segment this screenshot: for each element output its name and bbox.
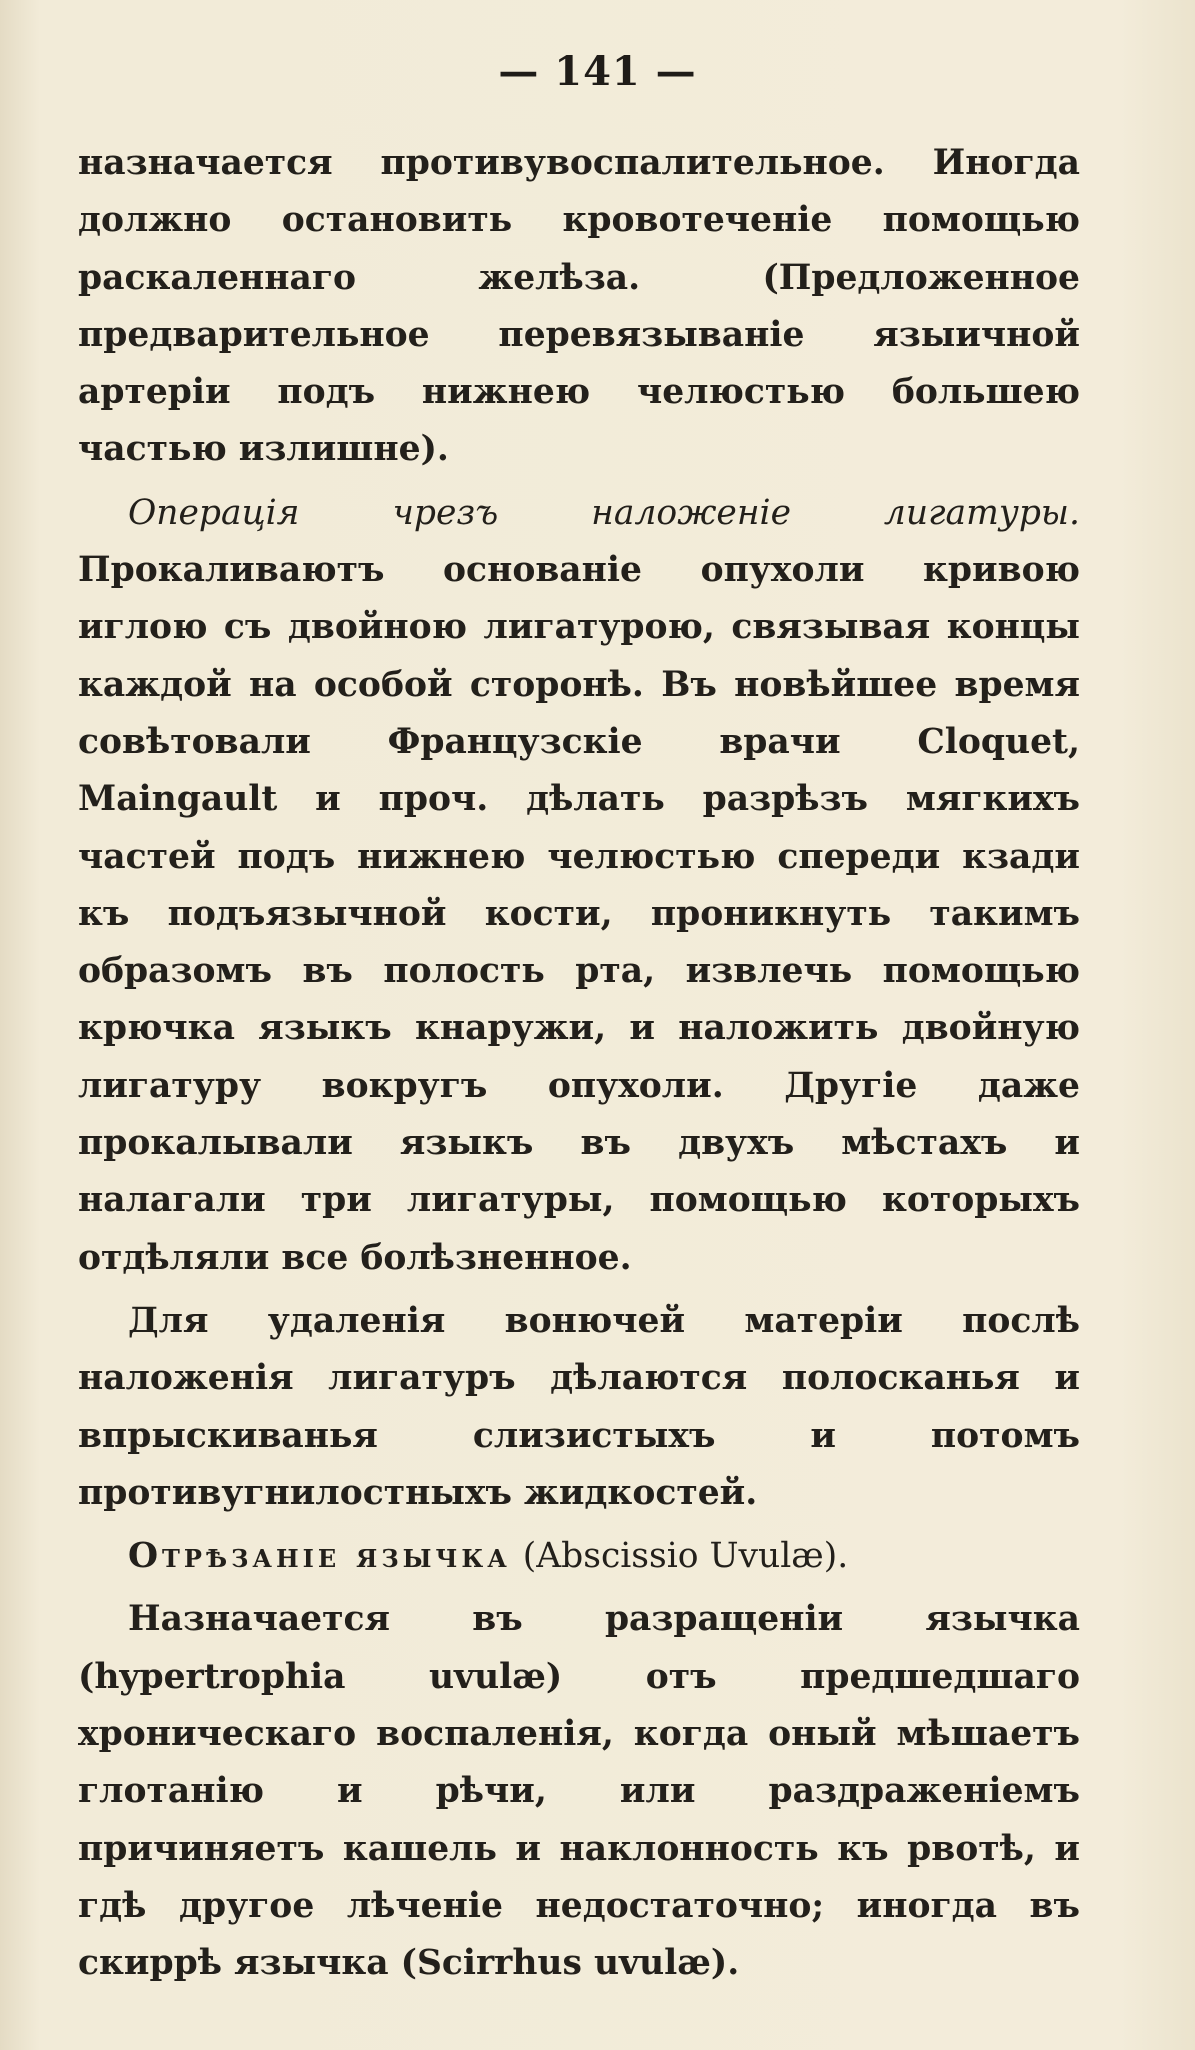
heading-uvula-ru: Отрѣзаніе язычка (128, 1536, 511, 1577)
paragraph-5: Назначается въ разращеніи язычка (hypertrophia uvulæ) отъ предшедшаго хроническаго воспаленія, когда оный мѣшаетъ глотанію и рѣчи, или раздраженіемъ причиняетъ кашель и наклонность къ рвотѣ, и гдѣ другое лѣченіе недостаточно; иногда въ скиррѣ язычка (Scirrhus uvulæ). (78, 1599, 1080, 1984)
body-text (78, 135, 1080, 1993)
paragraph-1: назначается противувоспалительное. Иногда должно остановить кровотеченіе помощью раскаленнаго желѣза. (Предложенное предварительное перевязываніе языичной артеріи подъ нижнею челюстью большею частью излишне). (78, 143, 1080, 470)
page-number: — 141 — (498, 48, 697, 95)
paragraph-ligature-operation (78, 485, 1080, 1287)
section-heading-uvula (78, 1528, 1080, 1585)
section-heading-ligature: Операція чрезъ наложеніе лигатуры. (128, 492, 1080, 533)
paragraph-3: Для удаленія вонючей матеріи послѣ наложенія лигатуръ дѣлаются полосканья и впрыскиванья слизистыхъ и потомъ противугнилостныхъ жидкостей. (78, 1300, 1080, 1513)
paragraph-ligature-body: Прокаливаютъ основаніе опухоли кривою иглою съ двойною лигатурою, связывая концы каждой на особой сторонѣ. Въ новѣйшее время совѣтовали Французскіе врачи Cloquet, Maingault и проч. дѣлать разрѣзъ мягкихъ частей подъ нижнею челюстью спереди кзади къ подъязычной кости, проникнуть такимъ образомъ въ полость рта, извлечь помощью крючка языкъ кнаружи, и наложить двойную лигатуру вокругъ опухоли. Другіе даже прокалывали языкъ въ двухъ мѣстахъ и налагали три лигатуры, помощью которыхъ отдѣляли все болѣзненное. (78, 550, 1080, 1278)
heading-uvula-latin: (Abscissio Uvulæ). (522, 1536, 849, 1577)
